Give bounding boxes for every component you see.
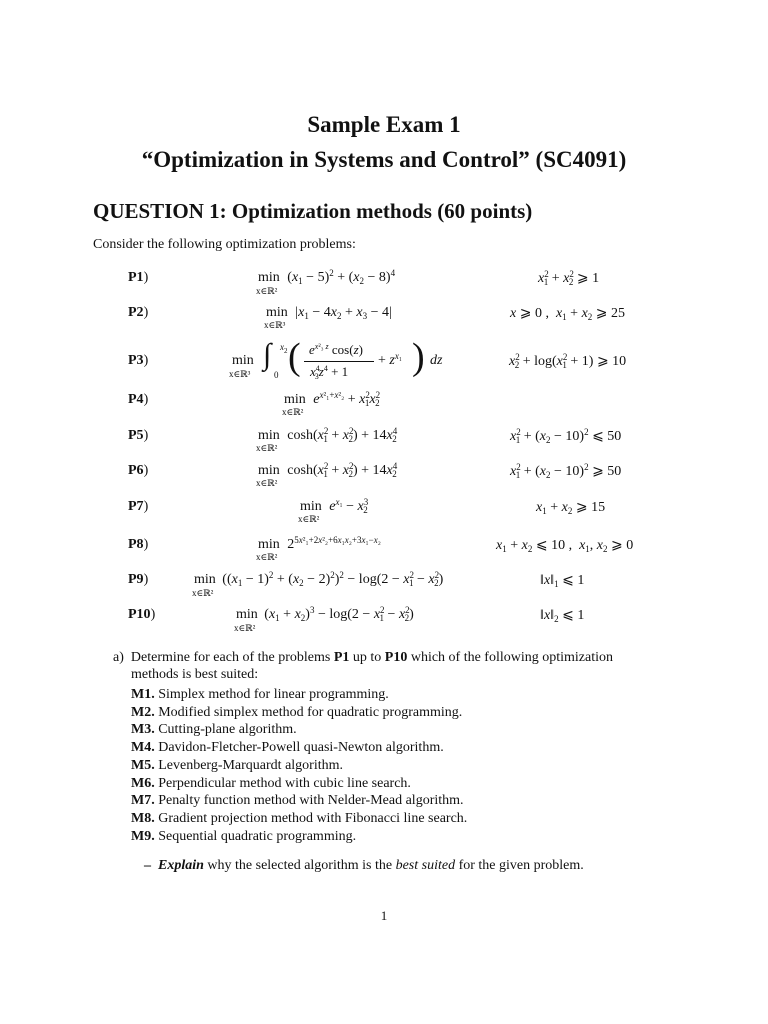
power-term: + $z^{x_1}$ [378, 351, 402, 368]
exam-title: Sample Exam 1 [307, 112, 461, 137]
integral-upper-limit: $x_2$ [280, 342, 288, 355]
list-item: M6. Perpendicular method with cubic line search. [131, 775, 411, 791]
problem-objective: $\min \cosh(x^2_1 + x^2_2) + 14x^4_2$ [258, 461, 398, 479]
problem-label: P7) [128, 499, 149, 514]
problem-domain: x∈ℝ² [256, 478, 278, 488]
list-item: M3. Cutting-plane algorithm. [131, 722, 297, 738]
problem-domain: x∈ℝ² [256, 443, 278, 453]
problem-domain: x∈ℝ² [192, 588, 214, 598]
problem-objective: $\min (x_1 - 5)^2 + (x_2 - 8)^4$ [258, 268, 396, 286]
problem-objective-min: min [232, 353, 254, 368]
problem-constraint: $x^2_2 + \log(x^2_1 + 1)$ ⩾ 10 [509, 352, 627, 370]
problem-constraint: $x_1 + x_2$ ⩾ 15 [536, 500, 606, 516]
problem-constraint: $x^2_1 + (x_2 - 10)^2$ ⩾ 50 [510, 462, 622, 480]
problem-objective: $\min \cosh(x^2_1 + x^2_2) + 14x^4_2$ [258, 426, 398, 444]
problem-domain: x∈ℝ² [298, 514, 320, 524]
problem-label: P2) [128, 305, 149, 320]
methods-list [131, 686, 467, 845]
problem-domain: x∈ℝ² [234, 623, 256, 633]
problem-constraint: $‖x‖_1$ ⩽ 1 [540, 573, 585, 589]
fraction-bar [304, 361, 374, 362]
list-item: M4. Davidon-Fletcher-Powell quasi-Newton algorithm. [131, 740, 444, 756]
problem-domain: x∈ℝ² [256, 552, 278, 562]
problem-ref-last: P10 [384, 650, 408, 665]
explain-keyword: Explain [158, 858, 204, 873]
problem-constraint: $x^2_1 + x^2_2$ ⩾ 1 [538, 269, 600, 287]
problem-objective: $\min 2^{5x^2_1+2x^2_2+6x_1x_2+3x_1-x_2}$ [258, 535, 381, 552]
part-a-instruction: a) Determine for each of the problems P1 up to P10 which of the following optimization methods is best suited: [113, 650, 614, 682]
problem-label: P10) [128, 607, 156, 622]
fraction-numerator: $e^{x^2_3 z}$ cos(z) [309, 342, 363, 357]
problem-label: P8) [128, 537, 149, 552]
problem-objective: $\min ((x_1 - 1)^2 + (x_2 - 2)^2)^2 - \log(2 - x^2_1 - x^2_2)$ [194, 570, 444, 588]
page-number: 1 [380, 908, 388, 923]
list-item: M8. Gradient projection method with Fibonacci line search. [131, 810, 468, 826]
list-item: M2. Modified simplex method for quadratic programming. [131, 704, 463, 720]
problem-objective: $\min (x_1 + x_2)^3 - \log(2 - x^2_1 - x^2_2)$ [236, 605, 414, 623]
problem-domain: x∈ℝ² [256, 286, 278, 296]
explain-bullet: – Explain why the selected algorithm is the best suited for the given problem. [144, 858, 584, 873]
course-title: “Optimization in Systems and Control” (SC4091) [141, 147, 627, 172]
part-a-marker: a) [113, 650, 124, 665]
list-item: M5. Levenberg-Marquardt algorithm. [131, 757, 344, 773]
problem-label: P6) [128, 463, 149, 478]
left-paren: ( [288, 336, 301, 378]
problem-label: P3) [128, 353, 149, 368]
problem-domain: x∈ℝ³ [264, 320, 286, 330]
problem-label: P4) [128, 392, 149, 407]
problem-domain: x∈ℝ² [282, 407, 304, 417]
problem-constraint: $x^2_1 + (x_2 - 10)^2$ ⩽ 50 [510, 427, 622, 445]
differential: dz [430, 353, 443, 368]
right-paren: ) [412, 336, 425, 378]
problem-ref-first: P1 [333, 650, 350, 665]
list-item: M1. Simplex method for linear programming. [131, 687, 389, 702]
question-intro: Consider the following optimization problems: [93, 237, 356, 252]
emphasis-text: best suited [395, 858, 456, 873]
fraction-denominator: $x^4_3z^4 + 1$ [310, 364, 349, 381]
problem-objective: $\min e^{x_1} - x^3_2$ [300, 497, 369, 515]
problem-label: P9) [128, 572, 149, 587]
problem-objective: $\min |x_1 - 4x_2 + x_3 - 4|$ [266, 305, 392, 321]
integral-lower-limit: 0 [274, 370, 279, 380]
problem-label: P5) [128, 428, 149, 443]
problem-constraint: $‖x‖_2$ ⩽ 1 [540, 608, 585, 624]
problem-objective: $\min e^{x^2_1+x^2_2} + x^2_1x^2_2$ [284, 390, 381, 408]
list-item: M7. Penalty function method with Nelder-Mead algorithm. [131, 793, 464, 809]
question-heading: QUESTION 1: Optimization methods (60 points) [93, 199, 533, 223]
problem-constraint: $x_1 + x_2$ ⩽ 10 , $x_1$, $x_2$ ⩾ 0 [496, 538, 634, 554]
problem-domain: x∈ℝ³ [229, 369, 251, 379]
integral-sign: ∫ [263, 338, 272, 371]
list-item: M9. Sequential quadratic programming. [131, 828, 357, 844]
problem-constraint: x ⩾ 0 , $x_1 + x_2$ ⩾ 25 [510, 306, 626, 322]
problem-label: P1) [128, 270, 149, 285]
